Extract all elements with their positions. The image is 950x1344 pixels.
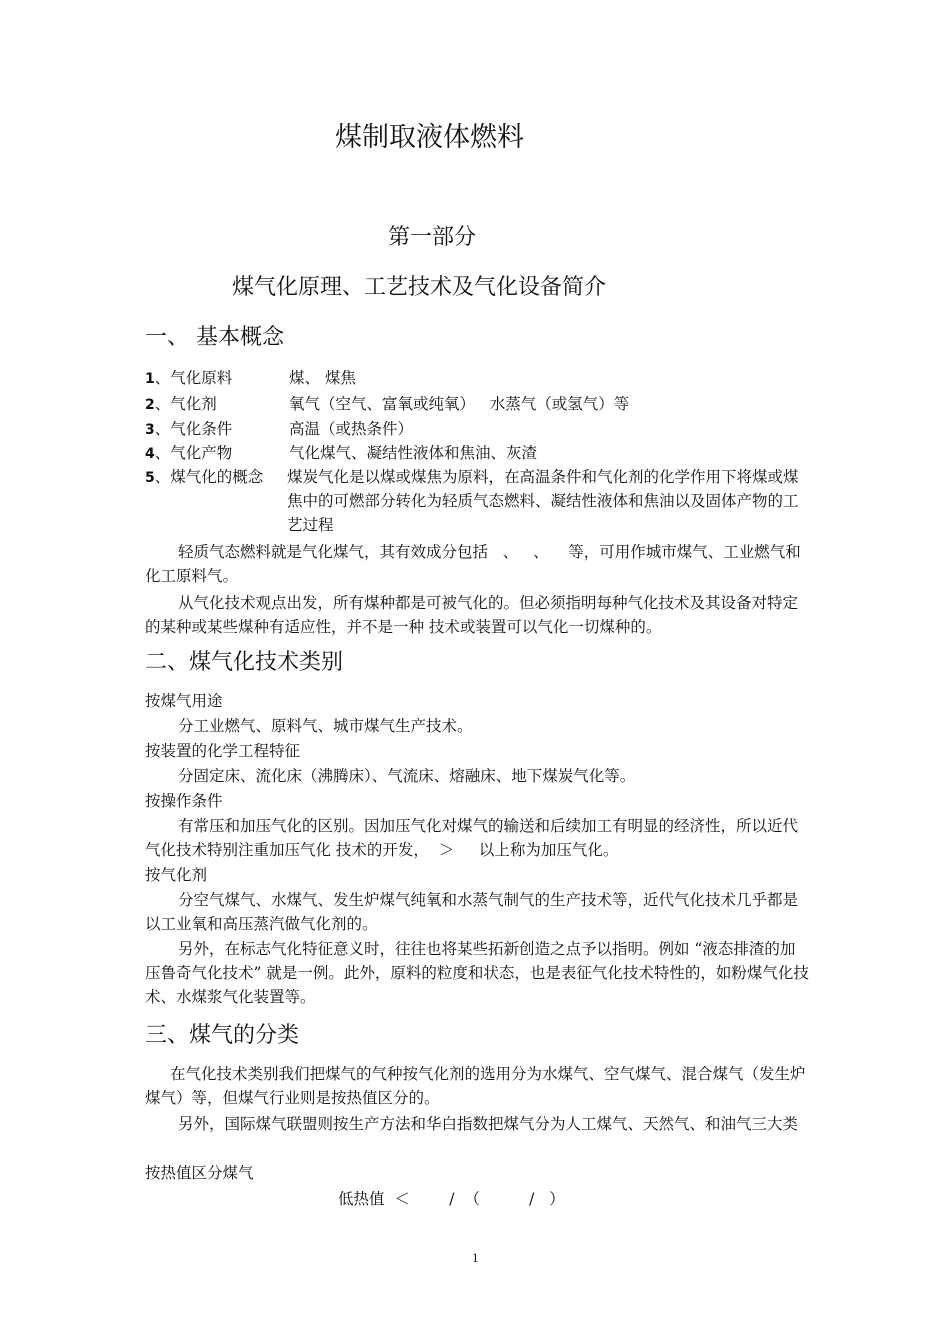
page-number: 1 xyxy=(472,1250,479,1265)
category-text: 分工业燃气、原料气、城市煤气生产技术。 xyxy=(178,717,473,735)
definition-term: 2、气化剂 xyxy=(145,395,217,413)
part-title: 煤气化原理、工艺技术及气化设备简介 xyxy=(232,275,607,300)
category-label: 按热值区分煤气 xyxy=(145,1164,254,1182)
definition-term: 5、煤气化的概念 xyxy=(145,468,264,486)
document-title: 煤制取液体燃料 xyxy=(335,122,524,153)
category-label: 按操作条件 xyxy=(145,792,223,810)
formula: 低热值 ＜ / （ / ） xyxy=(338,1190,565,1208)
paragraph: 轻质气态燃料就是气化煤气，其有效成分包括 、 、 等，可用作城市煤气、工业燃气和化工原料气。 xyxy=(145,543,801,585)
section-heading-gas-classification: 三、煤气的分类 xyxy=(145,1023,300,1048)
paragraph: 在气化技术类别我们把煤气的气种按气化剂的选用分为水煤气、空气煤气、混合煤气（发生炉煤气）等，但煤气行业则是按热值区分的。 xyxy=(145,1065,806,1107)
definition-term: 4、气化产物 xyxy=(145,444,233,462)
paragraph: 另外，国际煤气联盟则按生产方法和华白指数把煤气分为人工煤气、天然气、和油气三大类 xyxy=(178,1115,799,1133)
category-label: 按气化剂 xyxy=(145,866,208,884)
category-label: 按煤气用途 xyxy=(145,692,223,710)
category-text: 分固定床、流化床（沸腾床）、气流床、熔融床、地下煤炭气化等。 xyxy=(178,767,636,785)
definition-term: 3、气化条件 xyxy=(145,420,233,438)
definition-value: 高温（或热条件） xyxy=(289,420,414,438)
section-heading-technology-categories: 二、煤气化技术类别 xyxy=(145,650,344,675)
definition-value: 氧气（空气、富氧或纯氧） 水蒸气（或氢气）等 xyxy=(289,395,630,413)
section-heading-basic-concepts: 一、 基本概念 xyxy=(145,325,284,350)
paragraph: 另外，在标志气化特征意义时，往往也将某些拓新创造之点予以指明。例如 “液态排渣的加压鲁奇气化技术” 就是一例。此外，原料的粒度和状态，也是表征气化技术特性的，如粉煤气化技术、水煤浆气化装置等。 xyxy=(145,940,809,1006)
category-label: 按装置的化学工程特征 xyxy=(145,742,301,760)
paragraph: 从气化技术观点出发，所有煤种都是可被气化的。但必须指明每种气化技术及其设备对特定的某种或某些煤种有适应性，并不是一种 技术或装置可以气化一切煤种的。 xyxy=(145,594,799,636)
definition-value: 煤、 煤焦 xyxy=(289,369,356,387)
part-label: 第一部分 xyxy=(388,225,477,250)
definition-value: 气化煤气、凝结性液体和焦油、灰渣 xyxy=(289,444,538,462)
definition-value: 煤炭气化是以煤或煤焦为原料，在高温条件和气化剂的化学作用下将煤或煤焦中的可燃部分转化为轻质气态燃料、凝结性液体和焦油以及固体产物的工艺过程 xyxy=(287,468,799,534)
category-text: 有常压和加压气化的区别。因加压气化对煤气的输送和后续加工有明显的经济性，所以近代气化技术特别注重加压气化 技术的开发， ＞ 以上称为加压气化。 xyxy=(145,817,799,859)
category-text: 分空气煤气、水煤气、发生炉煤气纯氧和水蒸气制气的生产技术等，近代气化技术几乎都是以工业氧和高压蒸汽做气化剂的。 xyxy=(145,891,799,933)
definition-term: 1、气化原料 xyxy=(145,369,233,387)
